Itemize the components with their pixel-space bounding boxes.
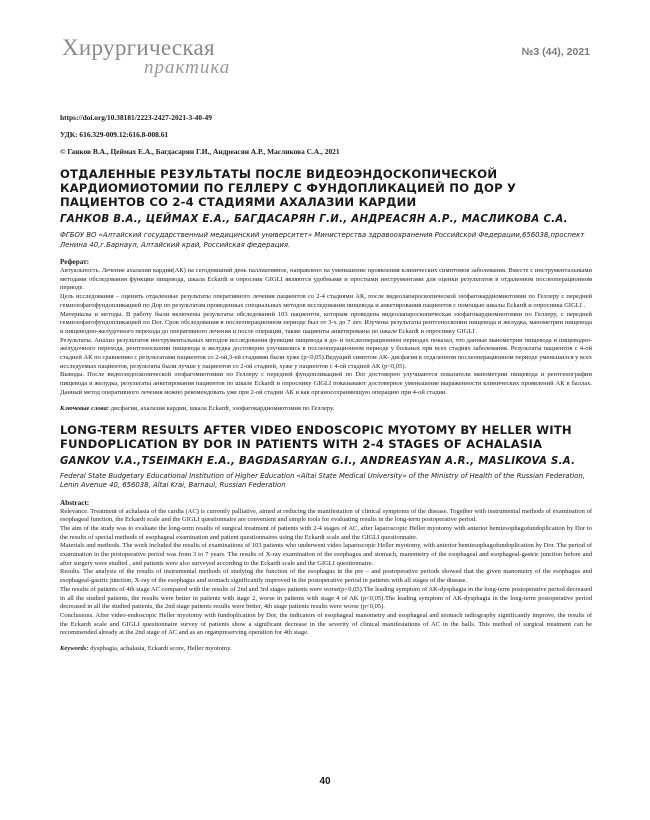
journal-name: Хирургическая <box>62 35 215 60</box>
affiliation-en: Federal State Budgetary Educational Institution of Higher Education «Altai State Medical University» of the Ministry of Health of the Russian Federation, Lenin Avenue 40, 656038, Altai Krai, Barnaul, Russian Federation <box>60 471 585 490</box>
abstract-paragraph: Актуальность. Лечение ахалазии кардии(АК) на сегодняшний день паллиативное, направлено на уменьшение проявления клинических симптомов заболевания. Вместе с инструментальными методами обследования функции пищевода, шкала Eckardt и опросник GIGLI являются удобными и простыми инструментами для оценки результатов в отдаленном послеоперационном периоде. <box>60 267 592 292</box>
keywords-ru <box>60 404 592 413</box>
journal-logo <box>62 36 242 82</box>
abstract-paragraph: The results of patients of 4th stage AC compared with the results of 2nd and 3rd stages patients were worse(p<0,05).The leading symptom of AK-dysphagia in the long-term postoperative period decreased in all the studied patients, the results were better in patients with stage 2, worse in patients with stage 4 of AK (p<0,05).The leading symptom of AK-dysphagia in the long-term postoperative period decreased in all the studied patients, the 2nd stage patients results were better, 4th stage patients results were worse (p<0,05). <box>60 585 592 611</box>
abstract-ru <box>60 267 592 398</box>
abstract-label-ru: Реферат: <box>60 258 90 266</box>
abstract-label-en: Abstract: <box>60 498 90 507</box>
article-body <box>60 112 592 661</box>
affiliation-ru: ФГБОУ ВО «Алтайский государственный медицинский университет» Министерства здравоохранения Российской Федерации,656038,проспект Ленина 40,г.Барнаул, Алтайский край, Российская федерация. <box>60 231 585 249</box>
abstract-paragraph: Выводы. После видеоэндоскопической эзофагомиотомии по Геллеру с передней фундопликацией по Dor достоверно улучшаются показатели манометрии пищевода и рентгенографии пищевода и желудка, результаты анкетирования пациентов по шкале Eckardt и опроснику GIGLI показывают достоверное уменьшение выраженности клинических проявлений АК в баллах. Данный метод оперативного лечения можно рекомендовать уже при 2-ой стадии АК и как органосохраняющую операцию при 4-ой стадии. <box>60 371 592 396</box>
abstract-paragraph: The aim of the study was to evaluate the long-term results of surgical treatment of patients with 2-4 stages of AC, after laparoscopic Heller myotomy with anterior hemiesophagofundoplication by Dor to the results of special methods of esophageal examination and patient questionnaires using the Eckardt scale and the GIGLI questionnaire. <box>60 524 592 541</box>
authors-ru: ГАНКОВ В.А., ЦЕЙМАХ Е.А., БАГДАСАРЯН Г.И., АНДРЕАСЯН А.Р., МАСЛИКОВА С.А. <box>60 214 568 225</box>
abstract-en <box>60 508 592 639</box>
article-title-en: LONG-TERM RESULTS AFTER VIDEO ENDOSCOPIC MYOTOMY BY HELLER WITH FUNDOPLICATION BY DOR IN PATIENTS WITH 2-4 STAGES OF ACHALASIA <box>60 422 572 451</box>
keywords-label: Ключевые слова: <box>60 404 110 412</box>
keywords-en <box>60 644 592 653</box>
keywords-label: Keywords: <box>60 645 89 653</box>
keywords-text: dysphagia, achalasia, Eckardt score, Heller myotomy. <box>88 645 232 653</box>
abstract-paragraph: Цель исследования – оценить отдаленные результаты оперативного лечения пациентов со 2-4 стадиями АК, после видеолапароскопической эзофагокардиомиотомии по Геллеру с передней гемиэзофагофундопликацией по Дор по результатам проведенных специальных методов исследования пищевода и анкетирования пациентов с помощью шкалы Eckardt и опросника GIGLI . <box>60 293 592 309</box>
copyright-line: © Ганков В.А., Цеймах Е.А., Багдасарян Г.И., Андреасян А.Р., Масликова С.А., 2021 <box>60 147 340 156</box>
abstract-paragraph: Результаты. Анализ результатов инструментальных методов исследования функции пищевода в до- и послеоперационном периодах показал, что данные манометрии пищевода и пищеводно-желудочного перехода, рентгеноскопии пищевода и желудка достоверно улучшились в послеоперационном периоде у больных при всех стадиях заболевания. Результаты пациентов с 4-ой стадией АК по сравнению с результатами пациентов со 2-ой,3-ей стадиями были хуже (р<0,05).Ведущий симптом АК- дисфагия в отдаленном послеоперационном периоде уменьшился у всех исследуемых пациентов, результаты были лучше у пациентов со 2-ой стадией, хуже у пациентов с 4-ой стадией АК (р<0,05). <box>60 336 592 370</box>
abstract-paragraph: Материалы и методы. В работу были включены результаты обследований 103 пациентов, которым проведена видеолапароскопическая эзофагокардиомиотомии по Геллеру, с передней гемиэзофагофундопликацией по Dor. Срок обследования в послеоперационном периоде был от 3-х до 7 лет. Изучены результаты рентгеноскопии пищевода и желудка, манометрии пищевода и пищеводно-желудочного перехода до оперативного лечения и после операции, также пациенты анкетированы по шкале Eckardt и опроснику GIGLI . <box>60 310 592 335</box>
doi-link[interactable]: https://doi.org/10.38181/2223-2427-2021-3-40-49 <box>60 113 212 122</box>
abstract-paragraph: Relevance. Treatment of achalasia of the cardia (AC) is currently palliative, aimed at reducing the manifestation of clinical symptoms of the disease. Together with instrumental methods of examination of esophageal function, the Eckardt scale and the GIGLI questionnaire are convenient and simple tools for evaluating results in the long-term postoperative period. <box>60 507 592 524</box>
abstract-paragraph: Materials and methods. The work included the results of examinations of 103 patients who underwent video laparoscopic Heller myotomy, with anterior hemiesophagofundoplication by Dor. The period of examination in the postoperative period was from 3 to 7 years. The results of X-ray examination of the esophagus and stomach, manometry of the esophageal and esophageal-gastric junction before and after surgery were studied , and patients were also surveyed according to the Eckardt scale and the GIGLI questionnaire. <box>60 542 592 567</box>
udk-code: УДК: 616.329-009.12:616.8-008.61 <box>60 130 169 139</box>
keywords-text: дисфагия, ахалазия кардии, шкала Eckardt, эзофагокардиомиотомия по Геллеру. <box>109 404 335 412</box>
authors-en: GANKOV V.A.,TSEIMAKH E.A., BAGDASARYAN G.I., ANDREASYAN A.R., MASLIKOVA S.A. <box>60 455 576 467</box>
abstract-paragraph: Results. The analysis of the results of instrumental methods of studying the function of the esophagus in the pre – and postoperative periods showed that the given manometry of the esophagus and esophageal-gastric junction, X-ray of the esophagus and stomach significantly improved in the postoperative period in patients with all stages of the disease. <box>60 568 592 585</box>
issue-number: №3 (44), 2021 <box>521 46 590 58</box>
page-number: 40 <box>319 776 331 787</box>
journal-name-script: практика <box>144 57 231 78</box>
abstract-paragraph: Conclusions. After video-endoscopic Heller myotomy with fundoplication by Dor, the indicators of esophageal manometry and esophageal and stomach radiography significantly improve, the results of the Eckardt scale and GIGLI questionnaire survey of patients show a significant decrease in the severity of clinical manifestations of AC in the balls. This method of surgical treatment can be recommended already at the 2nd stage of AC and as an organpreserving operation for 4th stage. <box>60 611 592 637</box>
article-title-ru: ОТДАЛЕННЫЕ РЕЗУЛЬТАТЫ ПОСЛЕ ВИДЕОЭНДОСКОПИЧЕСКОЙ КАРДИОМИОТОМИИ ПО ГЕЛЛЕРУ С ФУНДОПЛИКАЦИЕЙ ПО ДОР У ПАЦИЕНТОВ СО 2-4 СТАДИЯМИ АХАЛАЗИИ КАРДИИ <box>60 167 517 209</box>
